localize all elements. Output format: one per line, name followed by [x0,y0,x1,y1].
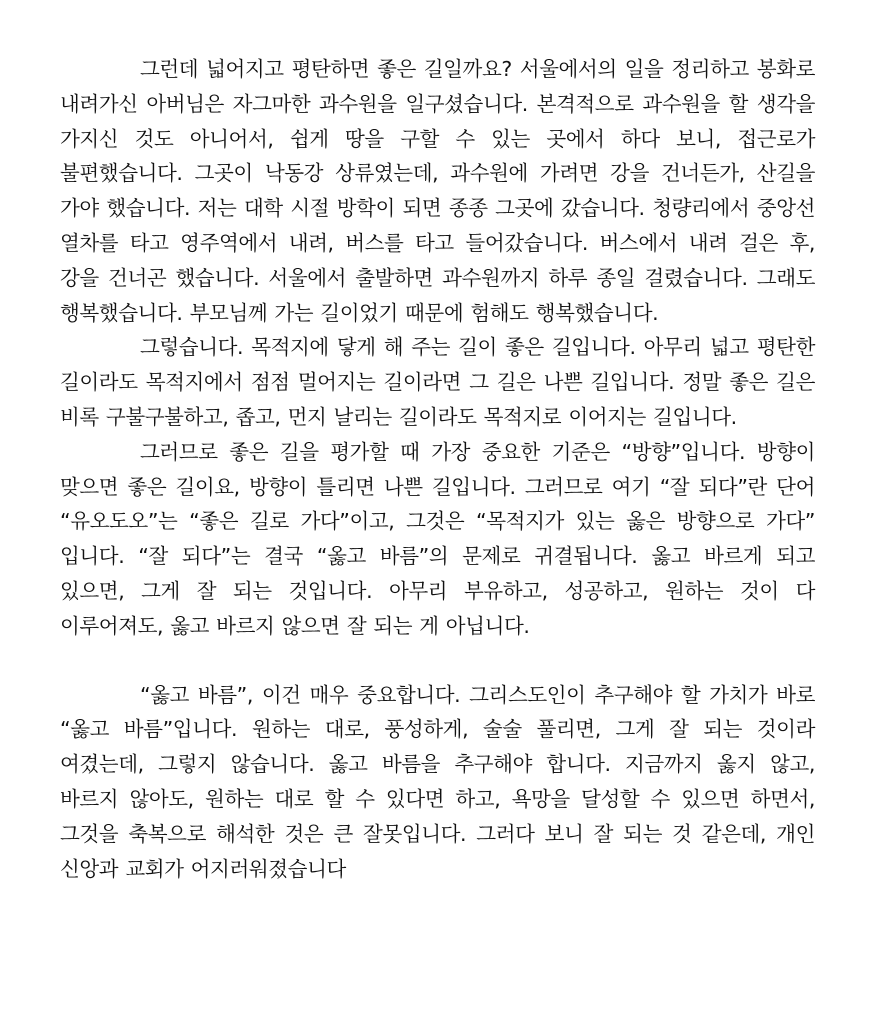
document-body [60,52,815,886]
paragraph-destination-road: 그렇습니다. 목적지에 닿게 해 주는 길이 좋은 길입니다. 아무리 넓고 평탄한 길이라도 목적지에서 점점 멀어지는 길이라면 그 길은 나쁜 길입니다. 정말 좋은 길은 비록 구불구불하고, 좁고, 먼지 날리는 길이라도 목적지로 이어지는 길입니다. [60,335,815,429]
paragraph-direction-criterion: 그러므로 좋은 길을 평가할 때 가장 중요한 기준은 “방향”입니다. 방향이 맞으면 좋은 길이요, 방향이 틀리면 나쁜 길입니다. 그러므로 여기 “잘 되다”란 단어 “유오도오”는 “좋은 길로 가다”이고, 그것은 “목적지가 있는 옳은 방향으로 가다” 입니다. “잘 되다”는 결국 “옳고 바름”의 문제로 귀결됩니다. 옳고 바르게 되고 있으면, 그게 잘 되는 것입니다. 아무리 부유하고, 성공하고, 원하는 것이 다 이루어져도, 옳고 바르지 않으면 잘 되는 게 아닙니다. [60,439,815,638]
paragraph-rightness: “옳고 바름”, 이건 매우 중요합니다. 그리스도인이 추구해야 할 가치가 바로 “옳고 바름”입니다. 원하는 대로, 풍성하게, 술술 풀리면, 그게 잘 되는 것이라 여겼는데, 그렇지 않습니다. 옳고 바름을 추구해야 합니다. 지금까지 옳지 않고, 바르지 않아도, 원하는 대로 할 수 있다면 하고, 욕망을 달성할 수 있으면 하면서, 그것을 축복으로 해석한 것은 큰 잘못입니다. 그러다 보니 잘 되는 것 같은데, 개인 신앙과 교회가 어지러워졌습니다 [60,682,815,881]
paragraph-good-road-question: 그런데 넓어지고 평탄하면 좋은 길일까요? 서울에서의 일을 정리하고 봉화로 내려가신 아버님은 자그마한 과수원을 일구셨습니다. 본격적으로 과수원을 할 생각을 가지신 것도 아니어서, 쉽게 땅을 구할 수 있는 곳에서 하다 보니, 접근로가 불편했습니다. 그곳이 낙동강 상류였는데, 과수원에 가려면 강을 건너든가, 산길을 가야 했습니다. 저는 대학 시절 방학이 되면 종종 그곳에 갔습니다. 청량리에서 중앙선 열차를 타고 영주역에서 내려, 버스를 타고 들어갔습니다. 버스에서 내려 걸은 후, 강을 건너곤 했습니다. 서울에서 출발하면 과수원까지 하루 종일 걸렸습니다. 그래도 행복했습니다. 부모님께 가는 길이었기 때문에 험해도 행복했습니다. [60,57,815,325]
